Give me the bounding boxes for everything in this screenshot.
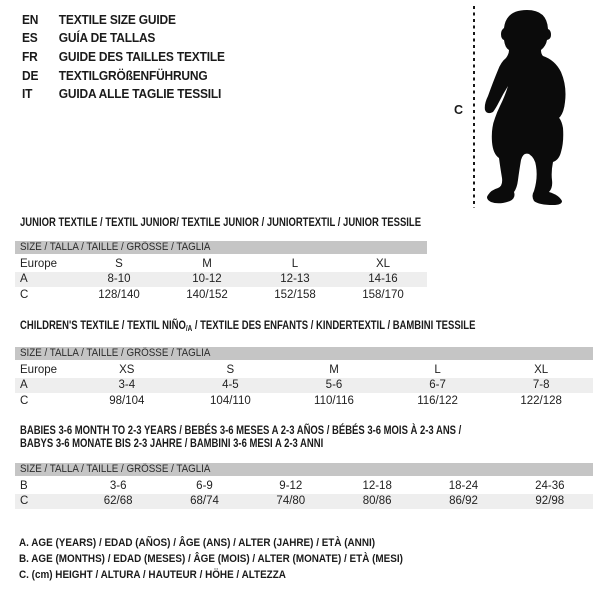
size-header-text: SIZE / TALLA / TAILLE / GRÖSSE / TAGLIA (20, 463, 211, 475)
table-cell: 74/80 (276, 495, 306, 508)
row-label: C (20, 394, 29, 407)
row-label: Europe (20, 363, 58, 376)
row-label: A (20, 273, 28, 286)
guide-title: TEXTILGRÖßENFÜHRUNG (58, 67, 208, 83)
table-cell: 116/122 (417, 394, 458, 407)
language-code: FR (22, 48, 38, 64)
table-row (15, 393, 593, 409)
language-code: EN (22, 11, 39, 27)
table-cell: 152/158 (274, 288, 316, 301)
row-label: A (20, 379, 28, 392)
section-title-text: BABIES 3-6 MONTH TO 2-3 YEARS / BEBÉS 3-6 MESES A 2-3 AÑOS / BÉBÉS 3-6 MOIS À 2-3 ANS / (20, 423, 462, 437)
row-label: C (20, 288, 29, 301)
guide-title: TEXTILE SIZE GUIDE (58, 11, 176, 27)
language-code: IT (22, 86, 33, 102)
table-cell: 92/98 (535, 495, 565, 508)
table-row (15, 478, 593, 494)
note-b: B. AGE (MONTHS) / EDAD (MESES) / ÂGE (MOIS) / ALTER (MONATE) / ETÀ (MESI) (19, 553, 403, 565)
size-header-text: SIZE / TALLA / TAILLE / GRÖSSE / TAGLIA (20, 241, 211, 253)
table-cell: 18-24 (448, 479, 479, 492)
size-header-bar (15, 347, 593, 360)
babies-size-table (15, 463, 593, 509)
language-row (22, 84, 225, 103)
language-title-list (22, 10, 242, 103)
legend-notes (19, 535, 446, 583)
section-title-text: / TEXTILE DES ENFANTS / KINDERTEXTIL / BAMBINI TESSILE (192, 318, 476, 332)
table-cell: 14-16 (368, 273, 398, 286)
table-cell: 3-4 (118, 379, 136, 392)
table-cell: 80/86 (362, 495, 392, 508)
section-title (20, 319, 475, 335)
table-row (15, 378, 593, 394)
table-cell: L (291, 257, 299, 270)
size-header-bar (15, 241, 427, 254)
table-cell: L (434, 363, 441, 376)
guide-title: GUIDE DES TAILLES TEXTILE (58, 48, 225, 64)
table-cell: XL (375, 257, 391, 270)
note-a: A. AGE (YEARS) / EDAD (AÑOS) / ÂGE (ANS) / ALTER (JAHRE) / ETÀ (ANNI) (19, 537, 376, 549)
section-title-text: BABYS 3-6 MONATE BIS 2-3 JAHRE / BAMBINI 3-6 MESI A 2-3 ANNI (20, 436, 324, 450)
table-cell: 9-12 (279, 479, 303, 492)
guide-title: GUIDA ALLE TAGLIE TESSILI (58, 86, 222, 102)
table-cell: 4-5 (222, 379, 239, 392)
row-label: Europe (20, 257, 58, 270)
section-title-text: JUNIOR TEXTILE / TEXTIL JUNIOR/ TEXTILE JUNIOR / JUNIORTEXTIL / JUNIOR TESSILE (20, 215, 422, 229)
table-cell: 104/110 (210, 394, 251, 407)
table-cell: 158/170 (362, 288, 404, 301)
section-title (20, 216, 421, 229)
table-row (15, 256, 427, 272)
language-row (22, 29, 225, 48)
table-cell: 122/128 (520, 394, 562, 407)
language-row (22, 10, 225, 29)
table-cell: 12-13 (280, 273, 310, 286)
table-row (15, 272, 427, 288)
measure-label-c: C (454, 103, 464, 117)
table-cell: 98/104 (109, 394, 145, 407)
size-header-text: SIZE / TALLA / TAILLE / GRÖSSE / TAGLIA (20, 347, 211, 359)
table-cell: S (115, 257, 123, 270)
table-row (15, 362, 593, 378)
table-cell: 10-12 (192, 273, 222, 286)
table-cell: 62/68 (103, 495, 133, 508)
table-cell: 140/152 (186, 288, 228, 301)
language-row (22, 47, 225, 66)
row-label: C (20, 495, 29, 508)
row-label: B (20, 479, 28, 492)
language-row (22, 66, 225, 85)
table-cell: 110/116 (314, 394, 354, 407)
note-c: C. (cm) HEIGHT / ALTURA / HAUTEUR / HÖHE / ALTEZZA (19, 569, 286, 581)
junior-size-table (15, 241, 427, 303)
table-cell: 6-9 (196, 479, 213, 492)
table-cell: 128/140 (98, 288, 140, 301)
table-cell: XL (534, 363, 549, 376)
table-cell: 3-6 (109, 479, 127, 492)
table-cell: XS (119, 363, 135, 376)
section-title (20, 424, 473, 450)
table-cell: M (202, 257, 212, 270)
childrens-textile-section (15, 319, 596, 409)
language-code: DE (22, 67, 39, 83)
guide-title: GUÍA DE TALLAS (58, 30, 156, 46)
table-cell: 8-10 (107, 273, 131, 286)
childrens-size-table (15, 347, 593, 409)
table-cell: 24-36 (535, 479, 565, 492)
table-row (15, 287, 427, 303)
table-cell: 12-18 (362, 479, 392, 492)
size-header-bar (15, 463, 593, 476)
section-title-text: CHILDREN'S TEXTILE / TEXTIL NIÑO (20, 318, 186, 332)
height-measure-dotted-line (473, 6, 475, 208)
table-cell: 6-7 (429, 379, 446, 392)
section-title-subscript: /A (185, 324, 193, 333)
table-cell: M (329, 363, 339, 376)
table-cell: 68/74 (190, 495, 219, 508)
junior-textile-section (15, 216, 528, 303)
table-cell: S (226, 363, 235, 376)
language-code: ES (22, 30, 38, 46)
table-cell: 7-8 (532, 379, 550, 392)
toddler-silhouette-icon (481, 8, 573, 206)
babies-textile-section (15, 424, 593, 509)
table-cell: 86/92 (449, 495, 478, 508)
table-cell: 5-6 (325, 379, 343, 392)
table-row (15, 494, 593, 510)
